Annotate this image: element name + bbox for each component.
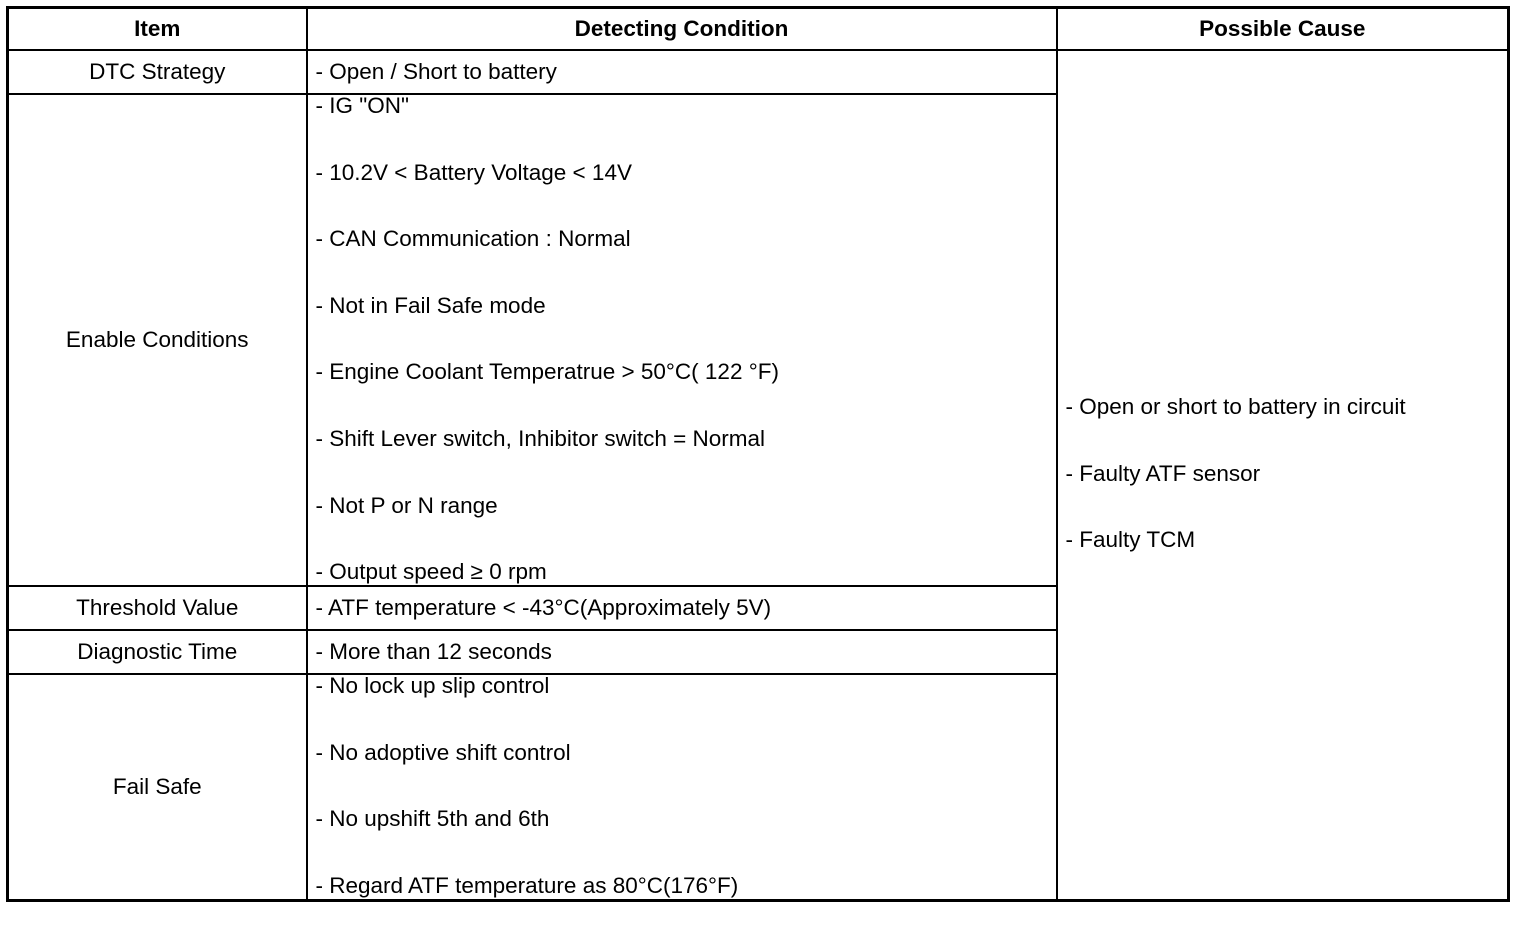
enable-condition-line: - IG "ON": [315, 93, 409, 118]
header-detecting-condition: Detecting Condition: [307, 8, 1057, 51]
possible-cause-line: - Faulty TCM: [1065, 527, 1196, 553]
fail-safe-line: - No upshift 5th and 6th: [315, 806, 550, 832]
row-dtc-strategy: [8, 50, 1509, 94]
condition-dtc-strategy: - Open / Short to battery: [307, 50, 1057, 94]
item-fail-safe: Fail Safe: [8, 674, 307, 900]
enable-condition-line: - 10.2V < Battery Voltage < 14V: [315, 159, 632, 185]
header-possible-cause: Possible Cause: [1057, 8, 1509, 51]
condition-diagnostic-time: - More than 12 seconds: [307, 630, 1057, 674]
condition-enable-conditions: [307, 94, 1057, 586]
enable-condition-line: - Shift Lever switch, Inhibitor switch = Normal: [315, 425, 766, 451]
item-enable-conditions: Enable Conditions: [8, 94, 307, 586]
header-item: Item: [8, 8, 307, 51]
header-row: [8, 8, 1509, 51]
enable-condition-line: - Output speed ≥ 0 rpm: [315, 559, 547, 585]
dtc-table: [6, 6, 1510, 902]
fail-safe-line: - No adoptive shift control: [315, 739, 571, 765]
item-dtc-strategy: DTC Strategy: [8, 50, 307, 94]
enable-condition-line: - CAN Communication : Normal: [315, 226, 631, 252]
fail-safe-line: - Regard ATF temperature as 80°C(176°F): [315, 872, 739, 898]
enable-condition-line: - Not in Fail Safe mode: [315, 292, 546, 318]
fail-safe-line: - No lock up slip control: [315, 673, 550, 699]
possible-cause-cell: [1057, 50, 1509, 900]
condition-threshold-value: - ATF temperature < -43°C(Approximately 5V): [307, 586, 1057, 630]
enable-condition-line: - Engine Coolant Temperatrue > 50°C( 122 °F): [315, 359, 779, 385]
condition-fail-safe: [307, 674, 1057, 900]
item-threshold-value: Threshold Value: [8, 586, 307, 630]
item-diagnostic-time: Diagnostic Time: [8, 630, 307, 674]
enable-condition-line: - Not P or N range: [315, 492, 498, 518]
possible-cause-line: - Open or short to battery in circuit: [1065, 394, 1406, 420]
possible-cause-line: - Faulty ATF sensor: [1065, 460, 1261, 486]
